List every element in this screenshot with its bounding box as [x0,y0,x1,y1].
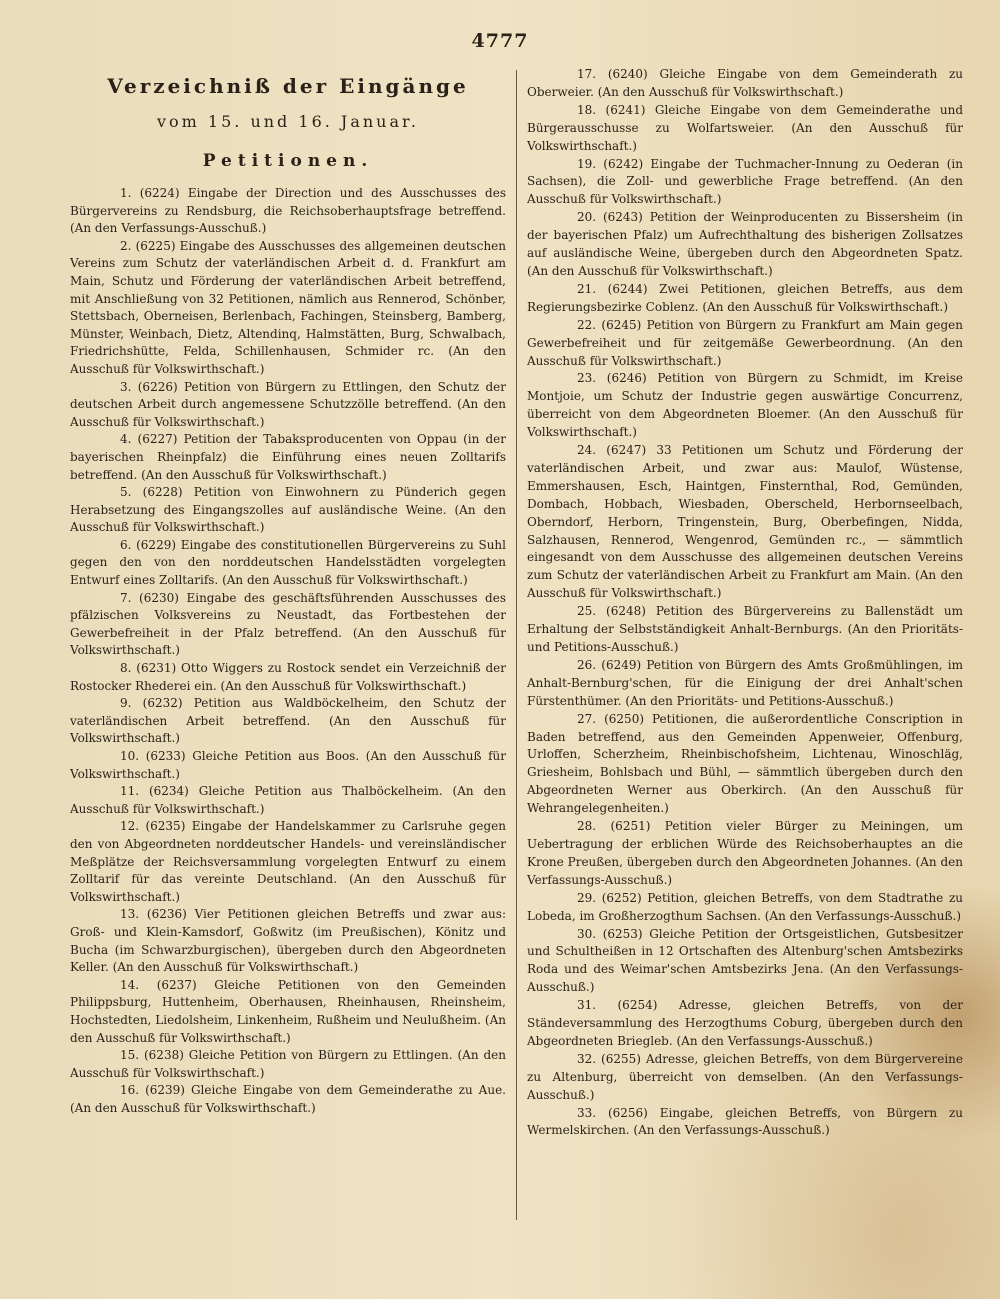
petition-entry: 16. (6239) Gleiche Eingabe von dem Gemeinderathe zu Aue. (An den Ausschuß für Volkswirthschaft.) [70,1083,506,1115]
petition-entry: 19. (6242) Eingabe der Tuchmacher-Innung zu Oederan (in Sachsen), die Zoll- und gewerbliche Frage betreffend. (An den Ausschuß für Volkswirthschaft.) [527,156,963,207]
petition-entry: 8. (6231) Otto Wiggers zu Rostock sendet ein Verzeichniß der Rostocker Rhederei ein. (An den Ausschuß für Volkswirthschaft.) [70,661,506,693]
petition-entry: 21. (6244) Zwei Petitionen, gleichen Betreffs, aus dem Regierungsbezirke Coblenz. (An den Ausschuß für Volkswirthschaft.) [527,281,963,314]
petition-entry: 30. (6253) Gleiche Petition der Ortsgeistlichen, Gutsbesitzer und Schultheißen in 12 Ortschaften des Altenburg'schen Amtsbezirks Roda und des Weimar'schen Amtsbezirks Jena. (An den Verfassungs-Ausschuß.) [527,926,963,995]
petition-entry: 1. (6224) Eingabe der Direction und des Ausschusses des Bürgervereins zu Rendsburg, die Reichsoberhauptsfrage betreffend. (An den Verfassungs-Ausschuß.) [70,186,506,236]
petition-entry: 2. (6225) Eingabe des Ausschusses des allgemeinen deutschen Vereins zum Schutz der vaterländischen Arbeit d. d. Frankfurt am Main, Schutz und Förderung der vaterländischen Arbeit betreffend, mit Anschließung von 32 Petitionen, nämlich aus Rennerod, Schönber, Stettsbach, Oberneisen, Berlenbach, Fachingen, Steinsberg, Bamberg, Münster, Weinbach, Dietz, Altendinq, Halmstätten, Burg, Schwalbach, Friedrichshütte, Felda, Schillenhausen, Schmider rc. (An den Ausschuß für Volkswirthschaft.) [70,238,506,376]
petition-entry: 23. (6246) Petition von Bürgern zu Schmidt, im Kreise Montjoie, um Schutz der Industrie gegen auswärtige Concurrenz, überreicht von dem Abgeordneten Bloemer. (An den Ausschuß für Volkswirthschaft.) [527,371,963,440]
petition-entry: 27. (6250) Petitionen, die außerordentliche Conscription in Baden betreffend, aus den Gemeinden Appenweier, Offenburg, Urloffen, Scherzheim, Rheinbischofsheim, Lichtenau, Winoschläg, Griesheim, Bohlsbach und Bühl, — sämmtlich übergeben durch den Abgeordneten Werner aus Oberkirch. (An den Ausschuß für Wehrangelegenheiten.) [527,711,963,816]
petition-entry: 14. (6237) Gleiche Petitionen von den Gemeinden Philippsburg, Huttenheim, Oberhausen, Rheinhausen, Rheinsheim, Hochstedten, Liedolsheim, Linkenheim, Rußheim und Neulußheim. (An den Ausschuß für Volkswirthschaft.) [70,977,506,1045]
right-column [527,66,963,1140]
petition-entry: 5. (6228) Petition von Einwohnern zu Pünderich gegen Herabsetzung des Eingangszolles auf ausländische Weine. (An den Ausschuß für Volkswirthschaft.) [70,485,506,535]
petition-entry: 28. (6251) Petition vieler Bürger zu Meiningen, um Uebertragung der erblichen Würde des Reichsoberhauptes an die Krone Preußen, übergeben durch den Abgeordneten Johannes. (An den Verfassungs-Ausschuß.) [527,819,963,887]
petition-entry: 31. (6254) Adresse, gleichen Betreffs, von der Ständeversammlung des Herzogthums Coburg, übergeben durch den Abgeordneten Briegleb. (An den Verfassungs-Ausschuß.) [527,998,963,1048]
petition-entry: 6. (6229) Eingabe des constitutionellen Bürgervereins zu Suhl gegen den von den norddeutschen Handelsstädten vorgelegten Entwurf eines Zolltarifs. (An den Ausschuß für Volkswirthschaft.) [70,537,506,588]
petition-entry: 20. (6243) Petition der Weinproducenten zu Bissersheim (in der bayerischen Pfalz) um Aufrechthaltung des bisherigen Zollsatzes auf ausländische Weine, übergeben durch den Abgeordneten Spatz. (An den Ausschuß für Volkswirthschaft.) [527,210,963,278]
petition-entry: 22. (6245) Petition von Bürgern zu Frankfurt am Main gegen Gewerbefreiheit und für zeitgemäße Gewerbeordnung. (An den Ausschuß für Volkswirthschaft.) [527,317,963,368]
document-subtitle: vom 15. und 16. Januar. [156,112,419,131]
document-title: Verzeichniß der Eingänge [107,74,469,98]
petition-entry: 24. (6247) 33 Petitionen um Schutz und Förderung der vaterländischen Arbeit, und zwar aus: Maulof, Wüstense, Emmershausen, Esch, Haintgen, Finsternthal, Rod, Gemünden, Dombach, Hobbach, Wiesbaden, Oberscheld, Herbornseelbach, Oberndorf, Herborn, Tringenstein, Burg, Oberbefingen, Nidda, Salzhausen, Rennerod, Wengenrod, Gemünden rc., — sämmtlich eingesandt von dem Ausschusse des allgemeinen deutschen Vereins zum Schutz der vaterländischen Arbeit zu Frankfurt am Main. (An den Ausschuß für Volkswirthschaft.) [527,443,963,601]
petition-entry: 12. (6235) Eingabe der Handelskammer zu Carlsruhe gegen den von Abgeordneten norddeutscher Handels- und vereinsländischer Meßplätze der Reichsversammlung vorgelegten Entwurf zu einem Zolltarif für das vereinte Deutschland. (An den Ausschuß für Volkswirthschaft.) [70,819,506,904]
petition-entry: 17. (6240) Gleiche Eingabe von dem Gemeinderath zu Oberweier. (An den Ausschuß für Volkswirthschaft.) [527,67,963,99]
petition-entry: 18. (6241) Gleiche Eingabe von dem Gemeinderathe und Bürgerausschusse zu Wolfartsweier. (An den Ausschuß für Volkswirthschaft.) [527,102,963,153]
petition-entry: 15. (6238) Gleiche Petition von Bürgern zu Ettlingen. (An den Ausschuß für Volkswirthschaft.) [70,1048,506,1080]
section-heading: Petitionen. [202,151,374,171]
petition-entry: 3. (6226) Petition von Bürgern zu Ettlingen, den Schutz der deutschen Arbeit durch angemessene Schutzzölle betreffend. (An den Ausschuß für Volkswirthschaft.) [70,379,506,429]
petition-entry: 7. (6230) Eingabe des geschäftsführenden Ausschusses des pfälzischen Volksvereins zu Neustadt, das Fortbestehen der Gewerbefreiheit in der Pfalz betreffend. (An den Ausschuß für Volkswirthschaft.) [70,590,506,658]
petition-entry: 11. (6234) Gleiche Petition aus Thalböckelheim. (An den Ausschuß für Volkswirthschaft.) [70,784,506,816]
petition-entry: 4. (6227) Petition der Tabaksproducenten von Oppau (in der bayerischen Rheinpfalz) die Einführung eines neuen Zolltarifs betreffend. (An den Ausschuß für Volkswirthschaft.) [70,432,506,482]
petition-entry: 9. (6232) Petition aus Waldböckelheim, den Schutz der vaterländischen Arbeit betreffend. (An den Ausschuß für Volkswirthschaft.) [70,696,506,746]
left-column [70,66,506,1117]
petition-entry: 10. (6233) Gleiche Petition aus Boos. (An den Ausschuß für Volkswirthschaft.) [70,749,506,781]
petition-entry: 29. (6252) Petition, gleichen Betreffs, von dem Stadtrathe zu Lobeda, im Großherzogthum Sachsen. (An den Verfassungs-Ausschuß.) [527,890,963,923]
petition-entry: 32. (6255) Adresse, gleichen Betreffs, von dem Bürgervereine zu Altenburg, überreicht von demselben. (An den Verfassungs-Ausschuß.) [527,1051,963,1102]
petition-entry: 13. (6236) Vier Petitionen gleichen Betreffs und zwar aus: Groß- und Klein-Kamsdorf, Goßwitz (im Preußischen), Könitz und Bucha (im Schwarzburgischen), übergeben durch den Abgeordneten Keller. (An den Ausschuß für Volkswirthschaft.) [70,907,506,975]
page-number: 4777 [471,30,529,52]
petition-entry: 33. (6256) Eingabe, gleichen Betreffs, von Bürgern zu Wermelskirchen. (An den Verfassungs-Ausschuß.) [527,1105,963,1138]
column-divider [516,70,517,1220]
petition-entry: 26. (6249) Petition von Bürgern des Amts Großmühlingen, im Anhalt-Bernburg'schen, für die Einigung der drei Anhalt'schen Fürstenthümer. (An den Prioritäts- und Petitions-Ausschuß.) [527,657,963,708]
petition-entry: 25. (6248) Petition des Bürgervereins zu Ballenstädt um Erhaltung der Selbstständigkeit Anhalt-Bernburgs. (An den Prioritäts- und Petitions-Ausschuß.) [527,604,963,654]
